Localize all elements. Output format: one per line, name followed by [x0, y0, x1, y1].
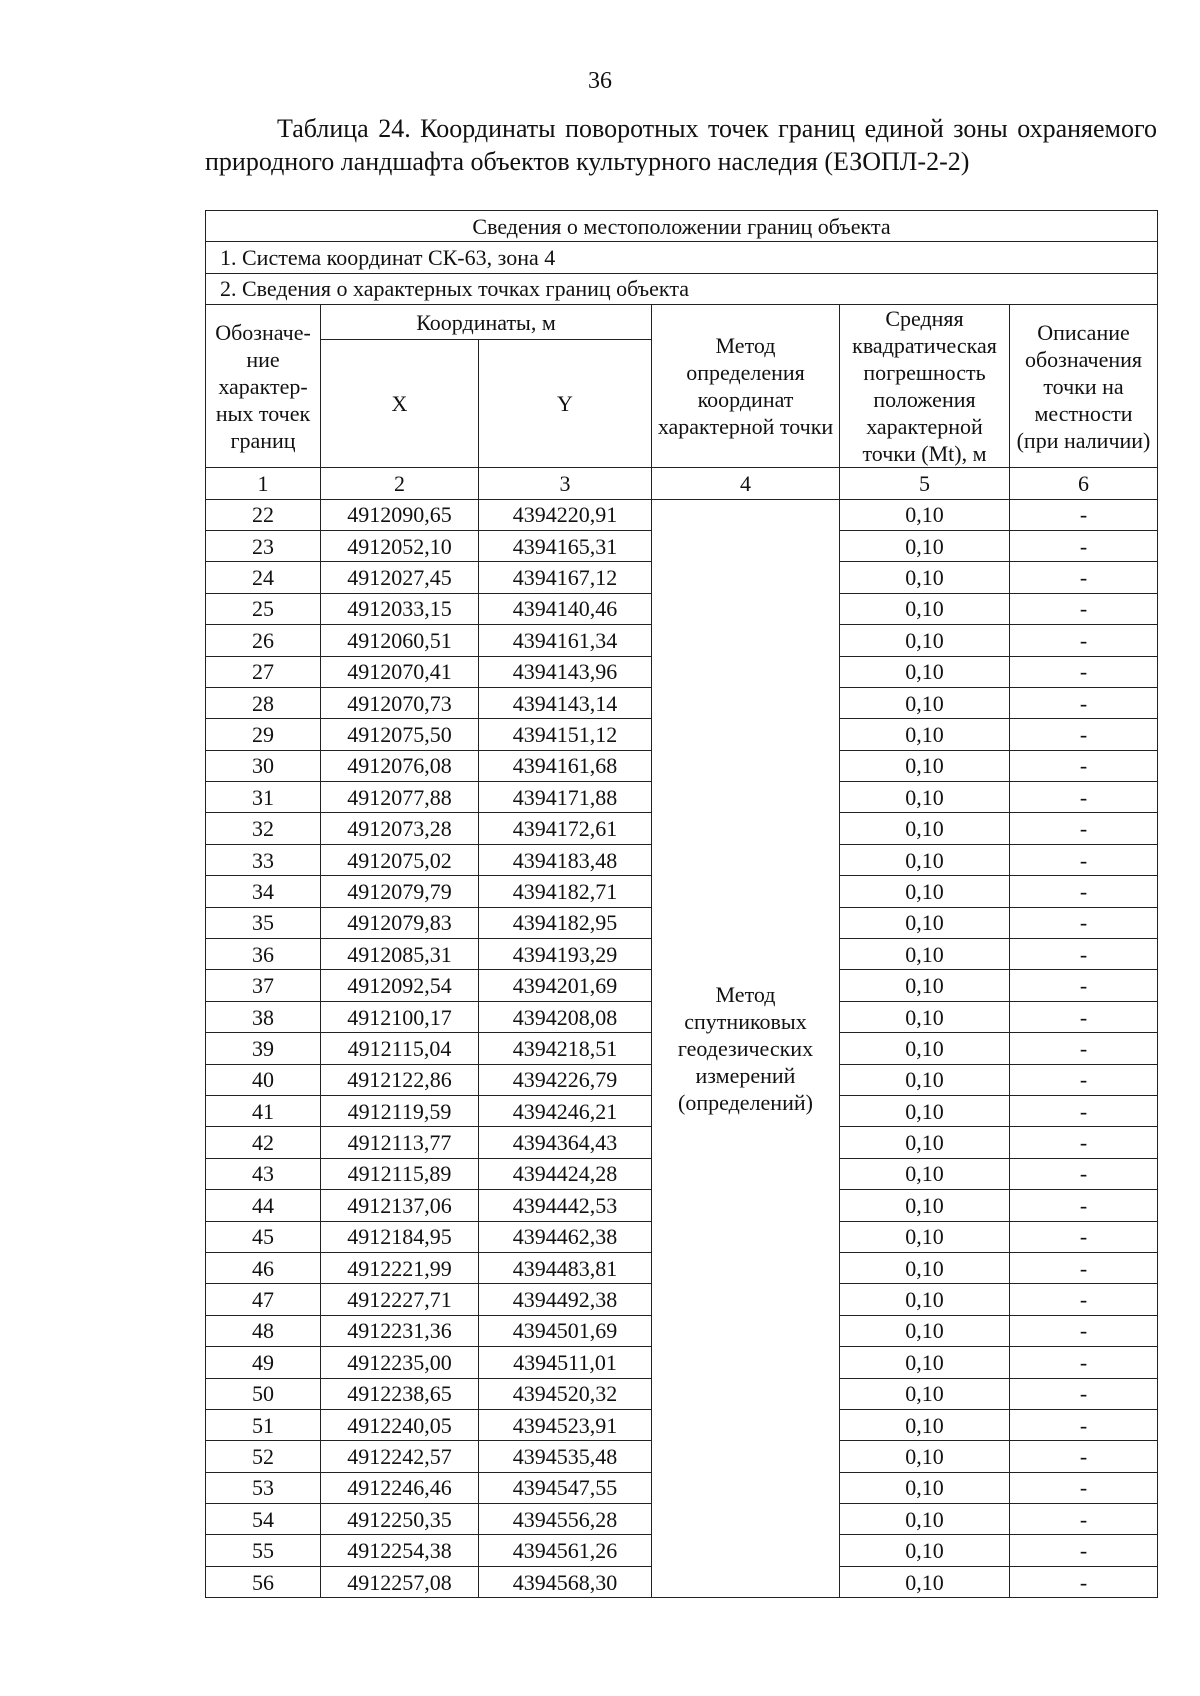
point-number: 51 — [206, 1409, 321, 1440]
mt-value: 0,10 — [840, 719, 1010, 750]
point-number: 26 — [206, 625, 321, 656]
header-x: X — [321, 340, 479, 468]
coord-system: 1. Система координат СК-63, зона 4 — [206, 242, 1158, 273]
description-value: - — [1010, 1221, 1158, 1252]
description-value: - — [1010, 1095, 1158, 1126]
description-value: - — [1010, 1566, 1158, 1597]
coord-x: 4912073,28 — [321, 813, 479, 844]
point-number: 35 — [206, 907, 321, 938]
coord-y: 4394193,29 — [479, 939, 652, 970]
point-number: 29 — [206, 719, 321, 750]
coord-x: 4912076,08 — [321, 750, 479, 781]
description-value: - — [1010, 782, 1158, 813]
column-number: 4 — [652, 468, 840, 499]
point-number: 55 — [206, 1535, 321, 1566]
mt-value: 0,10 — [840, 876, 1010, 907]
description-value: - — [1010, 1127, 1158, 1158]
table-body — [206, 211, 1158, 1598]
coord-x: 4912077,88 — [321, 782, 479, 813]
coord-y: 4394140,46 — [479, 593, 652, 624]
header-coordinates: Координаты, м — [321, 305, 652, 340]
coord-x: 4912240,05 — [321, 1409, 479, 1440]
point-number: 22 — [206, 499, 321, 530]
coord-x: 4912079,79 — [321, 876, 479, 907]
page-number: 36 — [588, 68, 612, 94]
coord-y: 4394151,12 — [479, 719, 652, 750]
description-value: - — [1010, 1535, 1158, 1566]
header-designation: Обозначе-ние характер-ных точек границ — [206, 305, 321, 468]
mt-value: 0,10 — [840, 844, 1010, 875]
mt-value: 0,10 — [840, 1441, 1010, 1472]
table-row — [206, 499, 1158, 530]
point-number: 24 — [206, 562, 321, 593]
description-value: - — [1010, 562, 1158, 593]
point-number: 40 — [206, 1064, 321, 1095]
coord-y: 4394556,28 — [479, 1504, 652, 1535]
description-value: - — [1010, 1284, 1158, 1315]
point-number: 34 — [206, 876, 321, 907]
point-number: 23 — [206, 530, 321, 561]
header-description: Описание обозначения точки на местности (при наличии) — [1010, 305, 1158, 468]
coord-y: 4394520,32 — [479, 1378, 652, 1409]
coord-x: 4912257,08 — [321, 1566, 479, 1597]
column-number: 3 — [479, 468, 652, 499]
coord-x: 4912238,65 — [321, 1378, 479, 1409]
description-value: - — [1010, 1158, 1158, 1189]
description-value: - — [1010, 844, 1158, 875]
column-number: 6 — [1010, 468, 1158, 499]
coord-y: 4394424,28 — [479, 1158, 652, 1189]
mt-value: 0,10 — [840, 1504, 1010, 1535]
description-value: - — [1010, 1378, 1158, 1409]
mt-value: 0,10 — [840, 593, 1010, 624]
coord-y: 4394547,55 — [479, 1472, 652, 1503]
coord-y: 4394523,91 — [479, 1409, 652, 1440]
point-number: 27 — [206, 656, 321, 687]
coord-x: 4912070,73 — [321, 687, 479, 718]
header-row-1 — [206, 305, 1158, 340]
coord-system-row — [206, 242, 1158, 273]
description-value: - — [1010, 1190, 1158, 1221]
mt-value: 0,10 — [840, 813, 1010, 844]
header-method: Метод определения координат характерной точки — [652, 305, 840, 468]
coord-y: 4394364,43 — [479, 1127, 652, 1158]
description-value: - — [1010, 1441, 1158, 1472]
point-number: 28 — [206, 687, 321, 718]
mt-value: 0,10 — [840, 1409, 1010, 1440]
caption-text: Таблица 24. Координаты поворотных точек границ единой зоны охраняемого природного ландшафта объектов культурного наследия (ЕЗОПЛ-2-2) — [205, 114, 1157, 176]
coord-x: 4912250,35 — [321, 1504, 479, 1535]
coord-x: 4912242,57 — [321, 1441, 479, 1472]
point-number: 48 — [206, 1315, 321, 1346]
coord-y: 4394201,69 — [479, 970, 652, 1001]
column-number: 1 — [206, 468, 321, 499]
mt-value: 0,10 — [840, 1095, 1010, 1126]
point-number: 56 — [206, 1566, 321, 1597]
point-number: 37 — [206, 970, 321, 1001]
coord-y: 4394492,38 — [479, 1284, 652, 1315]
coord-x: 4912075,02 — [321, 844, 479, 875]
coord-y: 4394161,68 — [479, 750, 652, 781]
description-value: - — [1010, 499, 1158, 530]
description-value: - — [1010, 719, 1158, 750]
mt-value: 0,10 — [840, 1190, 1010, 1221]
mt-value: 0,10 — [840, 970, 1010, 1001]
coord-y: 4394226,79 — [479, 1064, 652, 1095]
column-number: 5 — [840, 468, 1010, 499]
coord-x: 4912079,83 — [321, 907, 479, 938]
point-number: 46 — [206, 1252, 321, 1283]
coord-x: 4912221,99 — [321, 1252, 479, 1283]
coord-x: 4912113,77 — [321, 1127, 479, 1158]
description-value: - — [1010, 1315, 1158, 1346]
points-title-row — [206, 273, 1158, 304]
mt-value: 0,10 — [840, 1158, 1010, 1189]
coordinates-table — [205, 210, 1158, 1598]
description-value: - — [1010, 876, 1158, 907]
mt-value: 0,10 — [840, 1064, 1010, 1095]
description-value: - — [1010, 687, 1158, 718]
description-value: - — [1010, 625, 1158, 656]
point-number: 50 — [206, 1378, 321, 1409]
coord-y: 4394483,81 — [479, 1252, 652, 1283]
coord-x: 4912254,38 — [321, 1535, 479, 1566]
point-number: 31 — [206, 782, 321, 813]
coord-y: 4394442,53 — [479, 1190, 652, 1221]
coord-x: 4912090,65 — [321, 499, 479, 530]
mt-value: 0,10 — [840, 1472, 1010, 1503]
mt-value: 0,10 — [840, 1347, 1010, 1378]
coord-y: 4394568,30 — [479, 1566, 652, 1597]
point-number: 44 — [206, 1190, 321, 1221]
mt-value: 0,10 — [840, 907, 1010, 938]
points-title: 2. Сведения о характерных точках границ объекта — [206, 273, 1158, 304]
description-value: - — [1010, 750, 1158, 781]
description-value: - — [1010, 1064, 1158, 1095]
coord-x: 4912060,51 — [321, 625, 479, 656]
description-value: - — [1010, 1252, 1158, 1283]
coord-x: 4912033,15 — [321, 593, 479, 624]
point-number: 38 — [206, 1001, 321, 1032]
mt-value: 0,10 — [840, 687, 1010, 718]
point-number: 42 — [206, 1127, 321, 1158]
point-number: 33 — [206, 844, 321, 875]
description-value: - — [1010, 1504, 1158, 1535]
coord-x: 4912122,86 — [321, 1064, 479, 1095]
table-caption — [205, 112, 1157, 178]
description-value: - — [1010, 970, 1158, 1001]
mt-value: 0,10 — [840, 1284, 1010, 1315]
header-error: Средняя квадратическая погрешность положения характерной точки (Mt), м — [840, 305, 1010, 468]
mt-value: 0,10 — [840, 656, 1010, 687]
point-number: 36 — [206, 939, 321, 970]
mt-value: 0,10 — [840, 625, 1010, 656]
coord-y: 4394165,31 — [479, 530, 652, 561]
coord-x: 4912235,00 — [321, 1347, 479, 1378]
coord-y: 4394511,01 — [479, 1347, 652, 1378]
coord-y: 4394167,12 — [479, 562, 652, 593]
mt-value: 0,10 — [840, 1127, 1010, 1158]
coord-y: 4394208,08 — [479, 1001, 652, 1032]
point-number: 41 — [206, 1095, 321, 1126]
coord-x: 4912085,31 — [321, 939, 479, 970]
description-value: - — [1010, 1001, 1158, 1032]
description-value: - — [1010, 939, 1158, 970]
coord-y: 4394462,38 — [479, 1221, 652, 1252]
mt-value: 0,10 — [840, 1378, 1010, 1409]
mt-value: 0,10 — [840, 562, 1010, 593]
coord-y: 4394218,51 — [479, 1033, 652, 1064]
coord-x: 4912246,46 — [321, 1472, 479, 1503]
description-value: - — [1010, 907, 1158, 938]
coord-x: 4912184,95 — [321, 1221, 479, 1252]
section-title-row — [206, 211, 1158, 242]
coord-y: 4394143,96 — [479, 656, 652, 687]
coord-x: 4912137,06 — [321, 1190, 479, 1221]
point-number: 25 — [206, 593, 321, 624]
column-numbers-row — [206, 468, 1158, 499]
point-number: 32 — [206, 813, 321, 844]
point-number: 39 — [206, 1033, 321, 1064]
coord-x: 4912070,41 — [321, 656, 479, 687]
mt-value: 0,10 — [840, 1535, 1010, 1566]
coord-y: 4394182,95 — [479, 907, 652, 938]
coord-y: 4394246,21 — [479, 1095, 652, 1126]
header-y: Y — [479, 340, 652, 468]
description-value: - — [1010, 656, 1158, 687]
coord-x: 4912075,50 — [321, 719, 479, 750]
mt-value: 0,10 — [840, 1221, 1010, 1252]
coord-y: 4394535,48 — [479, 1441, 652, 1472]
mt-value: 0,10 — [840, 939, 1010, 970]
mt-value: 0,10 — [840, 1566, 1010, 1597]
point-number: 45 — [206, 1221, 321, 1252]
point-number: 52 — [206, 1441, 321, 1472]
point-number: 47 — [206, 1284, 321, 1315]
description-value: - — [1010, 593, 1158, 624]
coord-x: 4912100,17 — [321, 1001, 479, 1032]
description-value: - — [1010, 813, 1158, 844]
description-value: - — [1010, 530, 1158, 561]
coord-y: 4394220,91 — [479, 499, 652, 530]
point-number: 53 — [206, 1472, 321, 1503]
coord-x: 4912115,89 — [321, 1158, 479, 1189]
coord-y: 4394183,48 — [479, 844, 652, 875]
point-number: 49 — [206, 1347, 321, 1378]
coord-y: 4394501,69 — [479, 1315, 652, 1346]
coord-y: 4394172,61 — [479, 813, 652, 844]
coord-x: 4912092,54 — [321, 970, 479, 1001]
mt-value: 0,10 — [840, 499, 1010, 530]
description-value: - — [1010, 1472, 1158, 1503]
coord-x: 4912119,59 — [321, 1095, 479, 1126]
mt-value: 0,10 — [840, 1001, 1010, 1032]
description-value: - — [1010, 1409, 1158, 1440]
coord-y: 4394561,26 — [479, 1535, 652, 1566]
coord-x: 4912115,04 — [321, 1033, 479, 1064]
method-cell: Метод спутниковых геодезических измерений (определений) — [652, 499, 840, 1598]
description-value: - — [1010, 1347, 1158, 1378]
coord-x: 4912027,45 — [321, 562, 479, 593]
mt-value: 0,10 — [840, 782, 1010, 813]
coord-y: 4394161,34 — [479, 625, 652, 656]
coord-y: 4394171,88 — [479, 782, 652, 813]
section-title: Сведения о местоположении границ объекта — [206, 211, 1158, 242]
coord-y: 4394182,71 — [479, 876, 652, 907]
mt-value: 0,10 — [840, 530, 1010, 561]
point-number: 30 — [206, 750, 321, 781]
mt-value: 0,10 — [840, 750, 1010, 781]
coord-x: 4912052,10 — [321, 530, 479, 561]
point-number: 54 — [206, 1504, 321, 1535]
description-value: - — [1010, 1033, 1158, 1064]
column-number: 2 — [321, 468, 479, 499]
point-number: 43 — [206, 1158, 321, 1189]
mt-value: 0,10 — [840, 1315, 1010, 1346]
mt-value: 0,10 — [840, 1252, 1010, 1283]
coord-y: 4394143,14 — [479, 687, 652, 718]
coord-x: 4912231,36 — [321, 1315, 479, 1346]
mt-value: 0,10 — [840, 1033, 1010, 1064]
coord-x: 4912227,71 — [321, 1284, 479, 1315]
